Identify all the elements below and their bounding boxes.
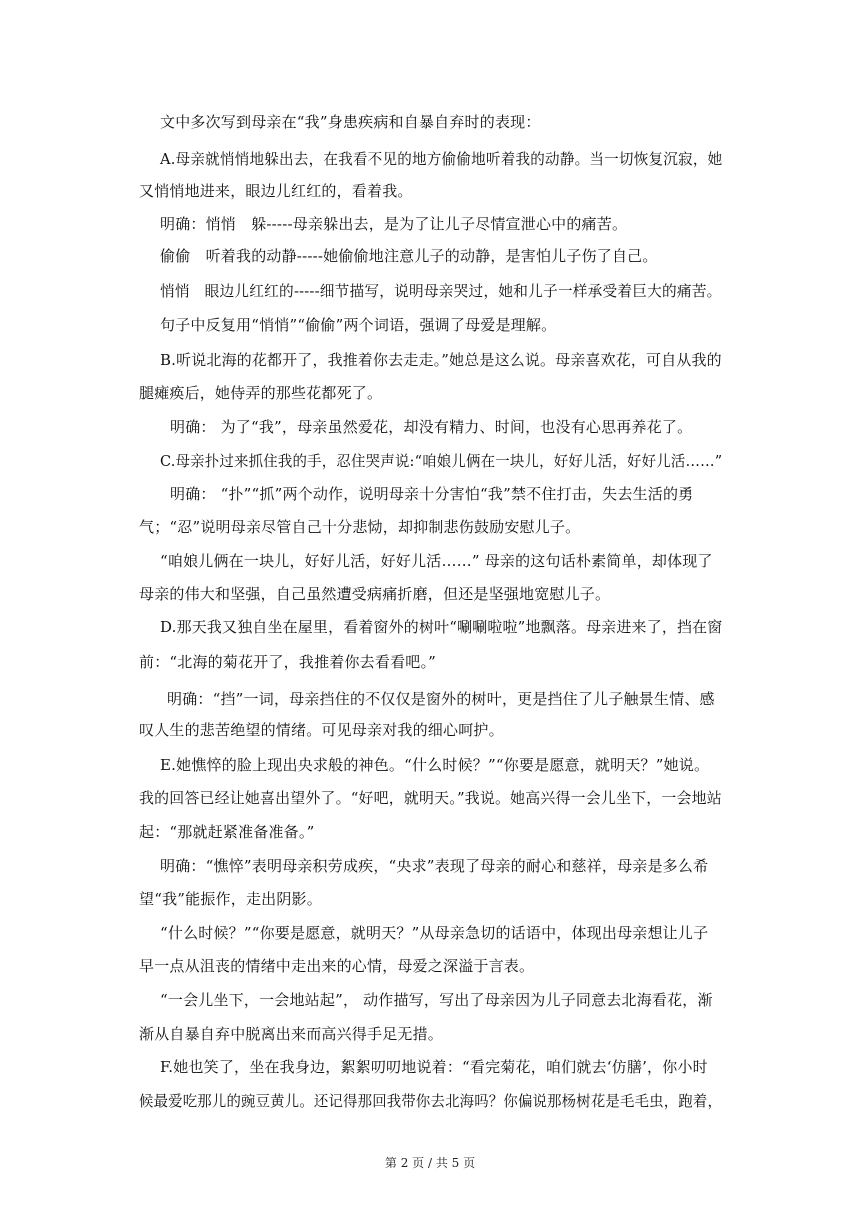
text-line: 我的回答已经让她喜出望外了。“好吧，就明天。”我说。她高兴得一会儿坐下，一会地站 xyxy=(139,789,722,807)
text-line: 渐从自暴自弃中脱离出来而高兴得手足无措。 xyxy=(139,1025,444,1043)
text-line: “咱娘儿俩在一块儿，好好儿活，好好儿活……” 母亲的这句话朴素简单，却体现了 xyxy=(160,552,713,570)
text-line: 明确： 为了“我”，母亲虽然爱花，却没有精力、时间，也没有心思再养花了。 xyxy=(170,418,693,436)
text-line: 句子中反复用“悄悄”“偷偷”两个词语，强调了母爱是理解。 xyxy=(160,316,557,334)
text-line: “什么时候？”“你要是愿意，就明天？”从母亲急切的话语中，体现出母亲想让儿子 xyxy=(160,924,709,942)
text-line: 望“我”能振作，走出阴影。 xyxy=(139,890,322,908)
text-line: 明确：“憔悴”表明母亲积劳成疾，“央求”表现了母亲的耐心和慈祥，母亲是多么希 xyxy=(160,857,709,875)
text-line: 明确： “扑”“抓”两个动作，说明母亲十分害怕“我”禁不住打击，失去生活的勇 xyxy=(170,485,694,503)
text-line: 悄悄 眼边儿红红的-----细节描写，说明母亲哭过，她和儿子一样承受着巨大的痛苦。 xyxy=(160,282,722,300)
page-footer: 第 2 页 / 共 5 页 xyxy=(384,1156,476,1170)
text-line: E.她憔悴的脸上现出央求般的神色。“什么时候？”“你要是愿意，就明天？”她说。 xyxy=(160,756,710,774)
text-line: 叹人生的悲苦绝望的情绪。可见母亲对我的细心呵护。 xyxy=(139,721,504,739)
text-line: 早一点从沮丧的情绪中走出来的心情，母爱之深溢于言表。 xyxy=(139,957,535,975)
text-line: 候最爱吃那儿的豌豆黄儿。还记得那回我带你去北海吗？你偏说那杨树花是毛毛虫，跑着， xyxy=(139,1092,723,1110)
text-line: F.她也笑了，坐在我身边，絮絮叨叨地说着：“看完菊花，咱们就去‘仿膳’，你小时 xyxy=(160,1058,708,1076)
text-line: A.母亲就悄悄地躲出去，在我看不见的地方偷偷地听着我的动静。当一切恢复沉寂，她 xyxy=(160,150,723,168)
text-line: 前：“北海的菊花开了，我推着你去看看吧。” xyxy=(139,653,437,671)
text-line: D.那天我又独自坐在屋里，看着窗外的树叶“唰唰啦啦”地飘落。母亲进来了，挡在窗 xyxy=(160,618,723,636)
text-line: 母亲的伟大和坚强，自己虽然遭受病痛折磨，但还是坚强地宽慰儿子。 xyxy=(139,585,611,603)
text-line: B.听说北海的花都开了，我推着你去走走。”她总是这么说。母亲喜欢花，可自从我的 xyxy=(160,351,722,369)
text-line: 腿瘫痪后，她侍弄的那些花都死了。 xyxy=(139,384,383,402)
text-line: “一会儿坐下，一会地站起”， 动作描写，写出了母亲因为儿子同意去北海看花，渐 xyxy=(160,991,713,1009)
text-line: 气；“忍”说明母亲尽管自己十分悲恸，却抑制悲伤鼓励安慰儿子。 xyxy=(139,518,581,536)
text-line: 明确：“挡”一词，母亲挡住的不仅仅是窗外的树叶，更是挡住了儿子触景生情、感 xyxy=(167,690,715,708)
text-line: 文中多次写到母亲在“我”身患疾病和自暴自弃时的表现： xyxy=(160,113,541,131)
text-line: 又悄悄地进来，眼边儿红红的，看着我。 xyxy=(139,182,413,200)
text-line: 偷偷 听着我的动静-----她偷偷地注意儿子的动静，是害怕儿子伤了自己。 xyxy=(160,247,658,265)
text-line: 起：“那就赶紧准备准备。” xyxy=(139,823,315,841)
text-line: C.母亲扑过来抓住我的手，忍住哭声说:“咱娘儿俩在一块儿，好好儿活，好好儿活……” xyxy=(160,452,723,470)
text-line: 明确：悄悄 躲-----母亲躲出去，是为了让儿子尽情宣泄心中的痛苦。 xyxy=(160,215,628,233)
